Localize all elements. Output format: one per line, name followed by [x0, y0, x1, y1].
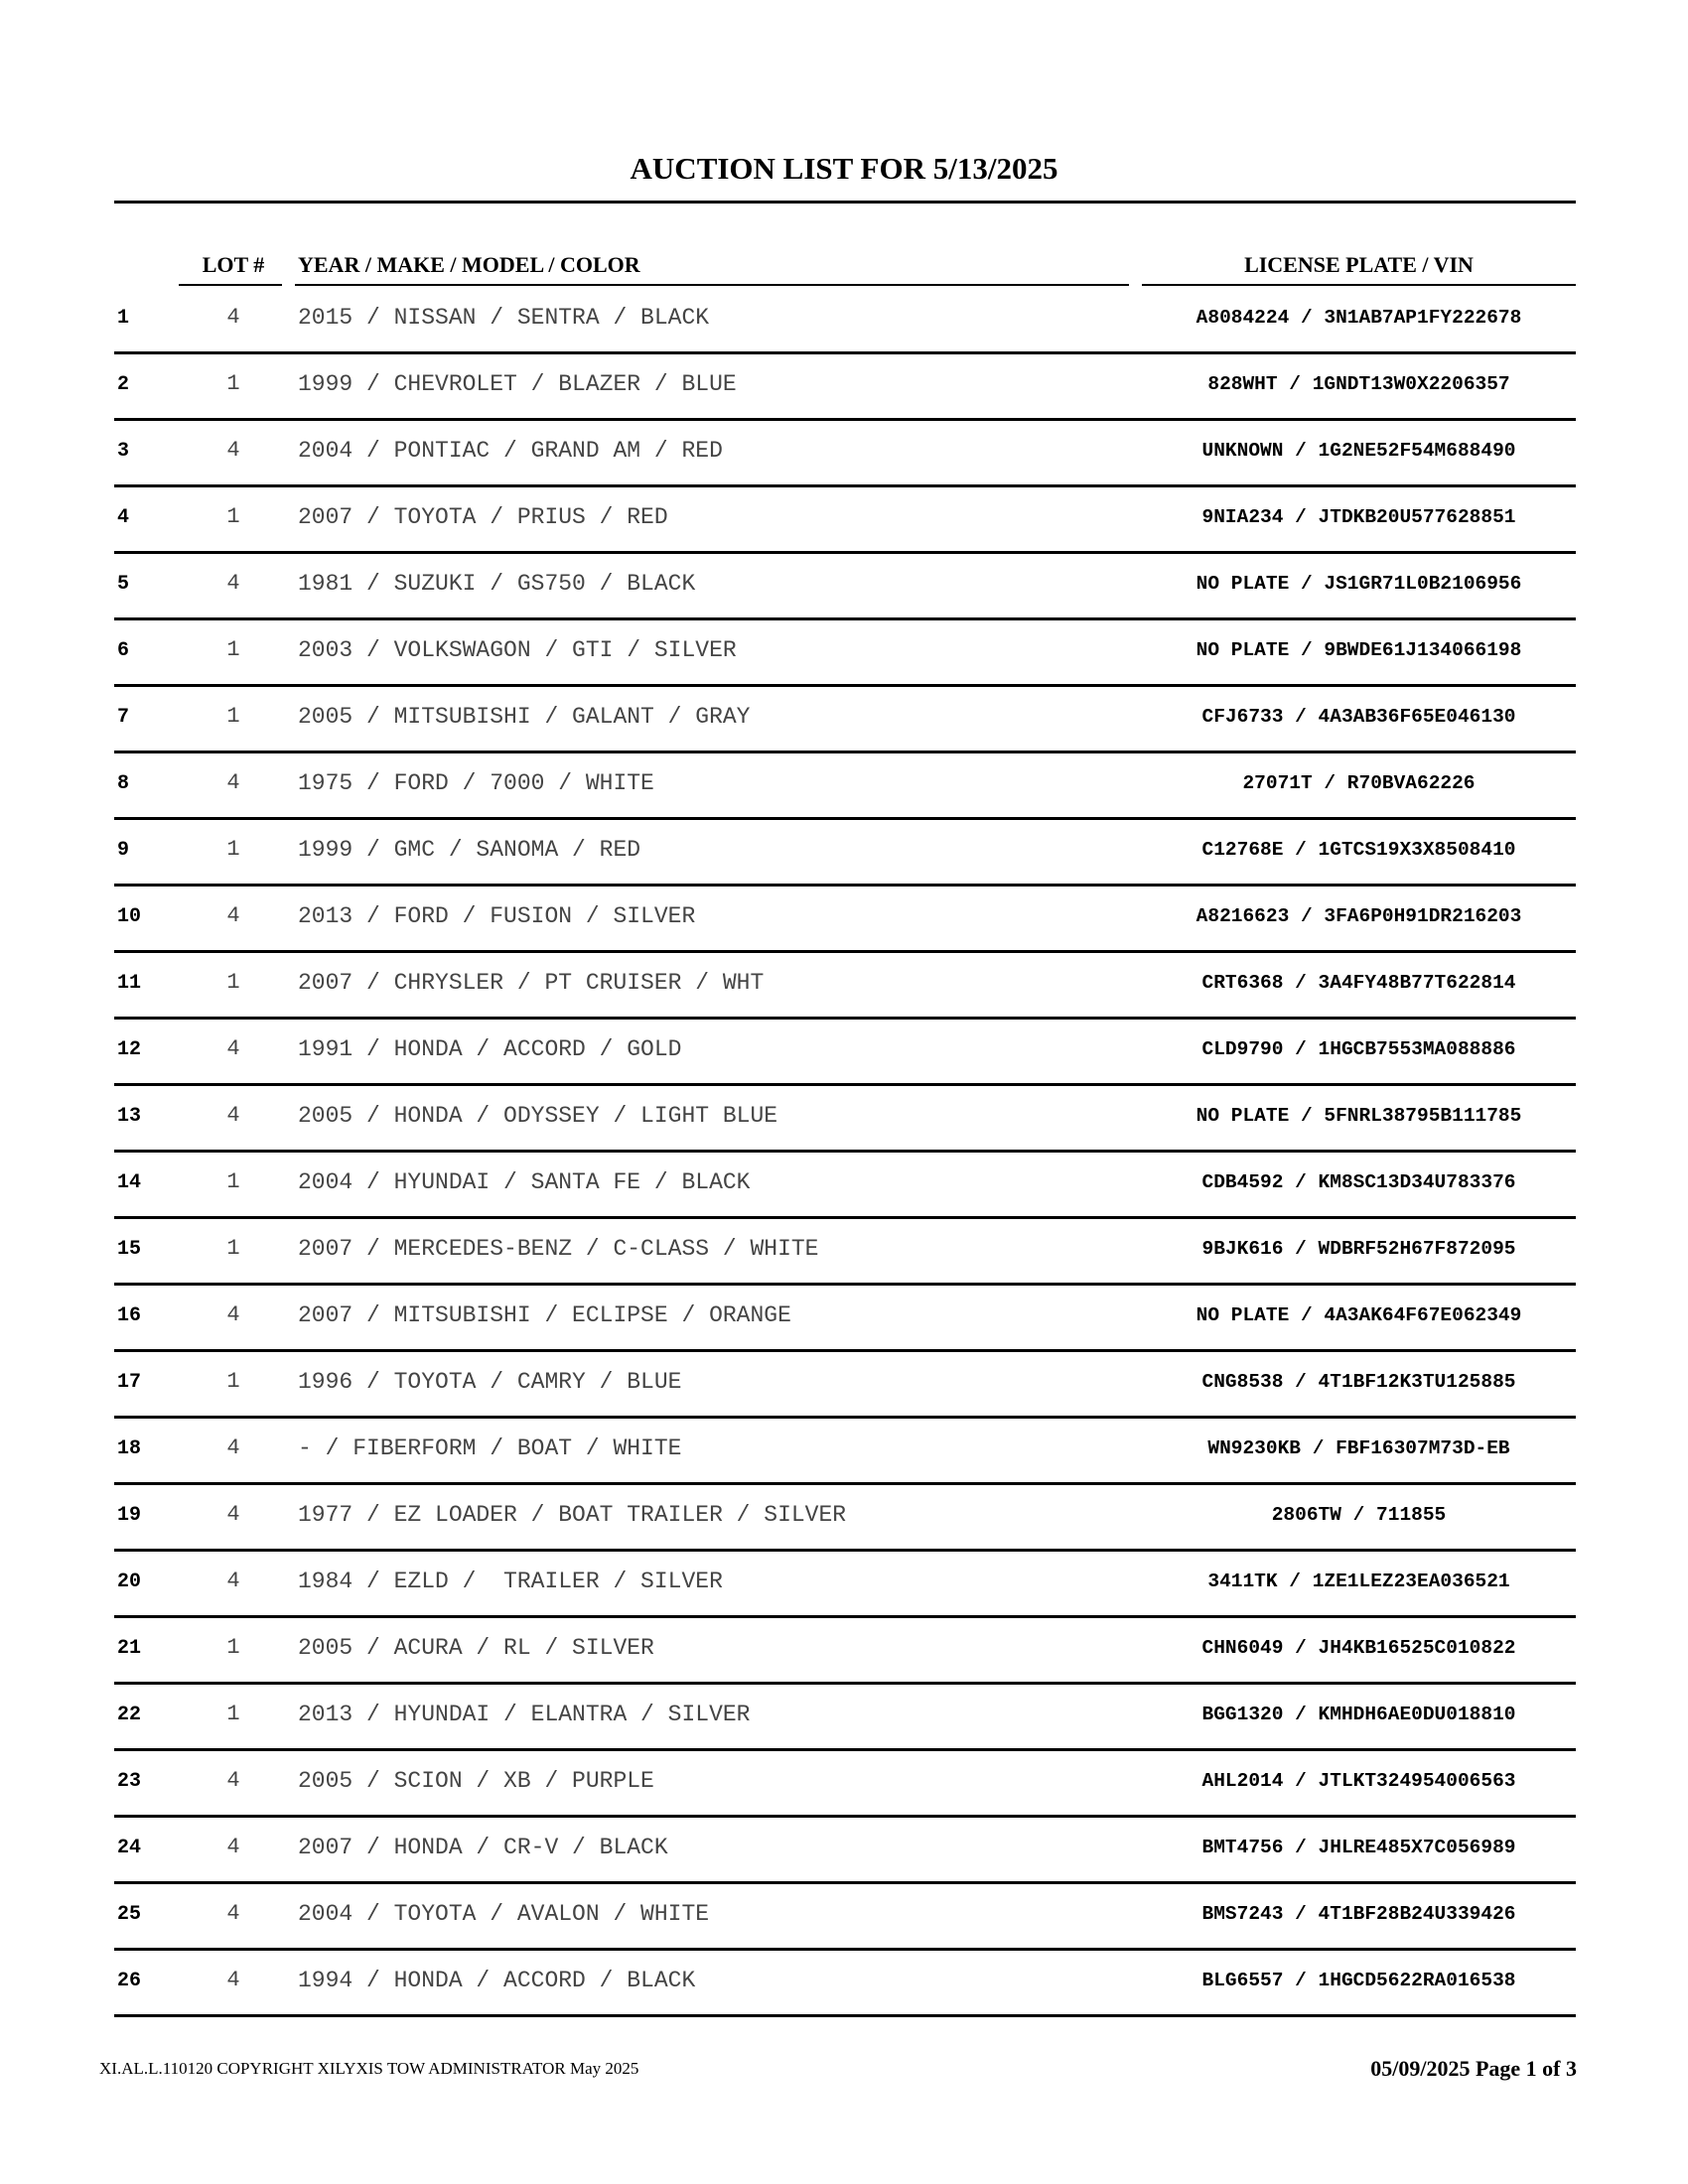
row-number: 9: [117, 839, 130, 862]
table-row: [0, 888, 1688, 955]
row-number: 23: [117, 1770, 142, 1793]
table-row: [0, 1221, 1688, 1288]
plate-vin: BLG6557 / 1HGCD5622RA016538: [1201, 1970, 1516, 1991]
vehicle-description: 1999 / GMC / SANOMA / RED: [298, 837, 641, 863]
table-row: [0, 1554, 1688, 1620]
plate-vin: BMS7243 / 4T1BF28B24U339426: [1201, 1903, 1516, 1925]
lot-number: 4: [226, 1502, 240, 1527]
plate-vin: 828WHT / 1GNDT13W0X2206357: [1207, 373, 1510, 395]
table-row: [0, 1288, 1688, 1354]
vehicle-description: 2013 / HYUNDAI / ELANTRA / SILVER: [298, 1702, 751, 1727]
lot-number: 4: [226, 305, 240, 330]
column-header-description: YEAR / MAKE / MODEL / COLOR: [298, 252, 640, 277]
lot-number: 1: [226, 1169, 240, 1194]
lot-number: 1: [226, 1702, 240, 1726]
vehicle-description: 1977 / EZ LOADER / BOAT TRAILER / SILVER: [298, 1502, 847, 1528]
column-header-plate-vin-underline: [1142, 284, 1576, 286]
vehicle-description: 1981 / SUZUKI / GS750 / BLACK: [298, 571, 696, 597]
row-number: 24: [117, 1837, 142, 1859]
table-row: [0, 489, 1688, 556]
vehicle-description: 2007 / CHRYSLER / PT CRUISER / WHT: [298, 970, 765, 996]
lot-number: 4: [226, 438, 240, 463]
vehicle-description: - / FIBERFORM / BOAT / WHITE: [298, 1435, 682, 1461]
row-number: 25: [117, 1903, 142, 1926]
lot-number: 1: [226, 970, 240, 995]
lot-number: 1: [226, 1236, 240, 1261]
plate-vin: 27071T / R70BVA62226: [1242, 772, 1476, 794]
lot-number: 4: [226, 1302, 240, 1327]
lot-number: 1: [226, 837, 240, 862]
vehicle-description: 2003 / VOLKSWAGON / GTI / SILVER: [298, 637, 737, 663]
vehicle-description: 2005 / SCION / XB / PURPLE: [298, 1768, 654, 1794]
footer-copyright: XI.AL.L.110120 COPYRIGHT XILYXIS TOW ADMINISTRATOR May 2025: [99, 2059, 639, 2078]
table-row: [0, 1753, 1688, 1820]
column-header-lot-underline: [179, 284, 282, 286]
auction-table: [0, 290, 1688, 2019]
row-number: 3: [117, 440, 130, 463]
plate-vin: NO PLATE / JS1GR71L0B2106956: [1196, 573, 1522, 595]
column-header-plate-vin: LICENSE PLATE / VIN: [1244, 252, 1474, 277]
column-header-description-underline: [295, 284, 1129, 286]
table-row: [0, 356, 1688, 423]
vehicle-description: 2005 / ACURA / RL / SILVER: [298, 1635, 654, 1661]
row-number: 7: [117, 706, 130, 729]
row-number: 26: [117, 1970, 142, 1992]
table-row: [0, 1953, 1688, 2019]
row-number: 2: [117, 373, 130, 396]
table-row: [0, 1421, 1688, 1487]
row-number: 13: [117, 1105, 142, 1128]
lot-number: 1: [226, 371, 240, 396]
row-number: 16: [117, 1304, 142, 1327]
vehicle-description: 2007 / HONDA / CR-V / BLACK: [298, 1835, 668, 1860]
plate-vin: CFJ6733 / 4A3AB36F65E046130: [1201, 706, 1516, 728]
lot-number: 4: [226, 1569, 240, 1593]
lot-number: 4: [226, 1901, 240, 1926]
plate-vin: A8216623 / 3FA6P0H91DR216203: [1196, 905, 1522, 927]
plate-vin: CHN6049 / JH4KB16525C010822: [1201, 1637, 1516, 1659]
plate-vin: BMT4756 / JHLRE485X7C056989: [1201, 1837, 1516, 1858]
table-row: [0, 755, 1688, 822]
plate-vin: CDB4592 / KM8SC13D34U783376: [1201, 1171, 1516, 1193]
plate-vin: CRT6368 / 3A4FY48B77T622814: [1201, 972, 1516, 994]
table-row: [0, 1088, 1688, 1155]
lot-number: 4: [226, 571, 240, 596]
lot-number: 1: [226, 504, 240, 529]
row-number: 5: [117, 573, 130, 596]
plate-vin: AHL2014 / JTLKT324954006563: [1201, 1770, 1516, 1792]
table-row: [0, 1687, 1688, 1753]
title-divider: [114, 201, 1576, 204]
lot-number: 4: [226, 1435, 240, 1460]
row-number: 8: [117, 772, 130, 795]
row-number: 6: [117, 639, 130, 662]
column-header-lot: LOT #: [202, 252, 265, 277]
lot-number: 1: [226, 1635, 240, 1660]
plate-vin: NO PLATE / 9BWDE61J134066198: [1196, 639, 1522, 661]
vehicle-description: 1991 / HONDA / ACCORD / GOLD: [298, 1036, 682, 1062]
plate-vin: 9NIA234 / JTDKB20U577628851: [1201, 506, 1516, 528]
table-row: [0, 1620, 1688, 1687]
plate-vin: 2806TW / 711855: [1271, 1504, 1447, 1526]
plate-vin: NO PLATE / 4A3AK64F67E062349: [1196, 1304, 1522, 1326]
table-row: [0, 423, 1688, 489]
plate-vin: BGG1320 / KMHDH6AE0DU018810: [1201, 1704, 1516, 1725]
lot-number: 4: [226, 1768, 240, 1793]
page-title: AUCTION LIST FOR 5/13/2025: [630, 151, 1058, 186]
row-number: 18: [117, 1437, 142, 1460]
plate-vin: 3411TK / 1ZE1LEZ23EA036521: [1207, 1570, 1510, 1592]
vehicle-description: 1999 / CHEVROLET / BLAZER / BLUE: [298, 371, 737, 397]
footer-page-info: 05/09/2025 Page 1 of 3: [1370, 2056, 1577, 2081]
vehicle-description: 1996 / TOYOTA / CAMRY / BLUE: [298, 1369, 682, 1395]
table-row: [0, 1155, 1688, 1221]
row-number: 10: [117, 905, 142, 928]
lot-number: 4: [226, 1968, 240, 1992]
row-number: 15: [117, 1238, 142, 1261]
row-number: 19: [117, 1504, 142, 1527]
vehicle-description: 1994 / HONDA / ACCORD / BLACK: [298, 1968, 696, 1993]
lot-number: 4: [226, 770, 240, 795]
vehicle-description: 2007 / MITSUBISHI / ECLIPSE / ORANGE: [298, 1302, 791, 1328]
plate-vin: 9BJK616 / WDBRF52H67F872095: [1201, 1238, 1516, 1260]
plate-vin: C12768E / 1GTCS19X3X8508410: [1201, 839, 1516, 861]
table-row: [0, 1487, 1688, 1554]
plate-vin: CLD9790 / 1HGCB7553MA088886: [1201, 1038, 1516, 1060]
plate-vin: WN9230KB / FBF16307M73D-EB: [1207, 1437, 1510, 1459]
lot-number: 4: [226, 1835, 240, 1859]
vehicle-description: 2004 / TOYOTA / AVALON / WHITE: [298, 1901, 710, 1927]
lot-number: 1: [226, 704, 240, 729]
vehicle-description: 1984 / EZLD / TRAILER / SILVER: [298, 1569, 723, 1594]
vehicle-description: 2004 / HYUNDAI / SANTA FE / BLACK: [298, 1169, 751, 1195]
plate-vin: UNKNOWN / 1G2NE52F54M688490: [1201, 440, 1516, 462]
table-row: [0, 1820, 1688, 1886]
vehicle-description: 2005 / HONDA / ODYSSEY / LIGHT BLUE: [298, 1103, 778, 1129]
row-number: 4: [117, 506, 130, 529]
plate-vin: NO PLATE / 5FNRL38795B111785: [1196, 1105, 1522, 1127]
row-number: 14: [117, 1171, 142, 1194]
vehicle-description: 2005 / MITSUBISHI / GALANT / GRAY: [298, 704, 751, 730]
lot-number: 4: [226, 1036, 240, 1061]
vehicle-description: 1975 / FORD / 7000 / WHITE: [298, 770, 654, 796]
vehicle-description: 2015 / NISSAN / SENTRA / BLACK: [298, 305, 710, 331]
lot-number: 1: [226, 637, 240, 662]
row-number: 17: [117, 1371, 142, 1394]
table-row: [0, 290, 1688, 356]
lot-number: 4: [226, 1103, 240, 1128]
row-number: 21: [117, 1637, 142, 1660]
vehicle-description: 2007 / TOYOTA / PRIUS / RED: [298, 504, 668, 530]
lot-number: 1: [226, 1369, 240, 1394]
row-number: 11: [117, 972, 142, 995]
table-row: [0, 1886, 1688, 1953]
table-row: [0, 1022, 1688, 1088]
table-row: [0, 955, 1688, 1022]
vehicle-description: 2013 / FORD / FUSION / SILVER: [298, 903, 696, 929]
plate-vin: A8084224 / 3N1AB7AP1FY222678: [1196, 307, 1522, 329]
vehicle-description: 2004 / PONTIAC / GRAND AM / RED: [298, 438, 723, 464]
table-row: [0, 1354, 1688, 1421]
plate-vin: CNG8538 / 4T1BF12K3TU125885: [1201, 1371, 1516, 1393]
row-number: 22: [117, 1704, 142, 1726]
table-row: [0, 556, 1688, 622]
row-number: 12: [117, 1038, 142, 1061]
lot-number: 4: [226, 903, 240, 928]
row-number: 1: [117, 307, 130, 330]
vehicle-description: 2007 / MERCEDES-BENZ / C-CLASS / WHITE: [298, 1236, 819, 1262]
table-row: [0, 822, 1688, 888]
table-row: [0, 689, 1688, 755]
row-number: 20: [117, 1570, 142, 1593]
table-row: [0, 622, 1688, 689]
